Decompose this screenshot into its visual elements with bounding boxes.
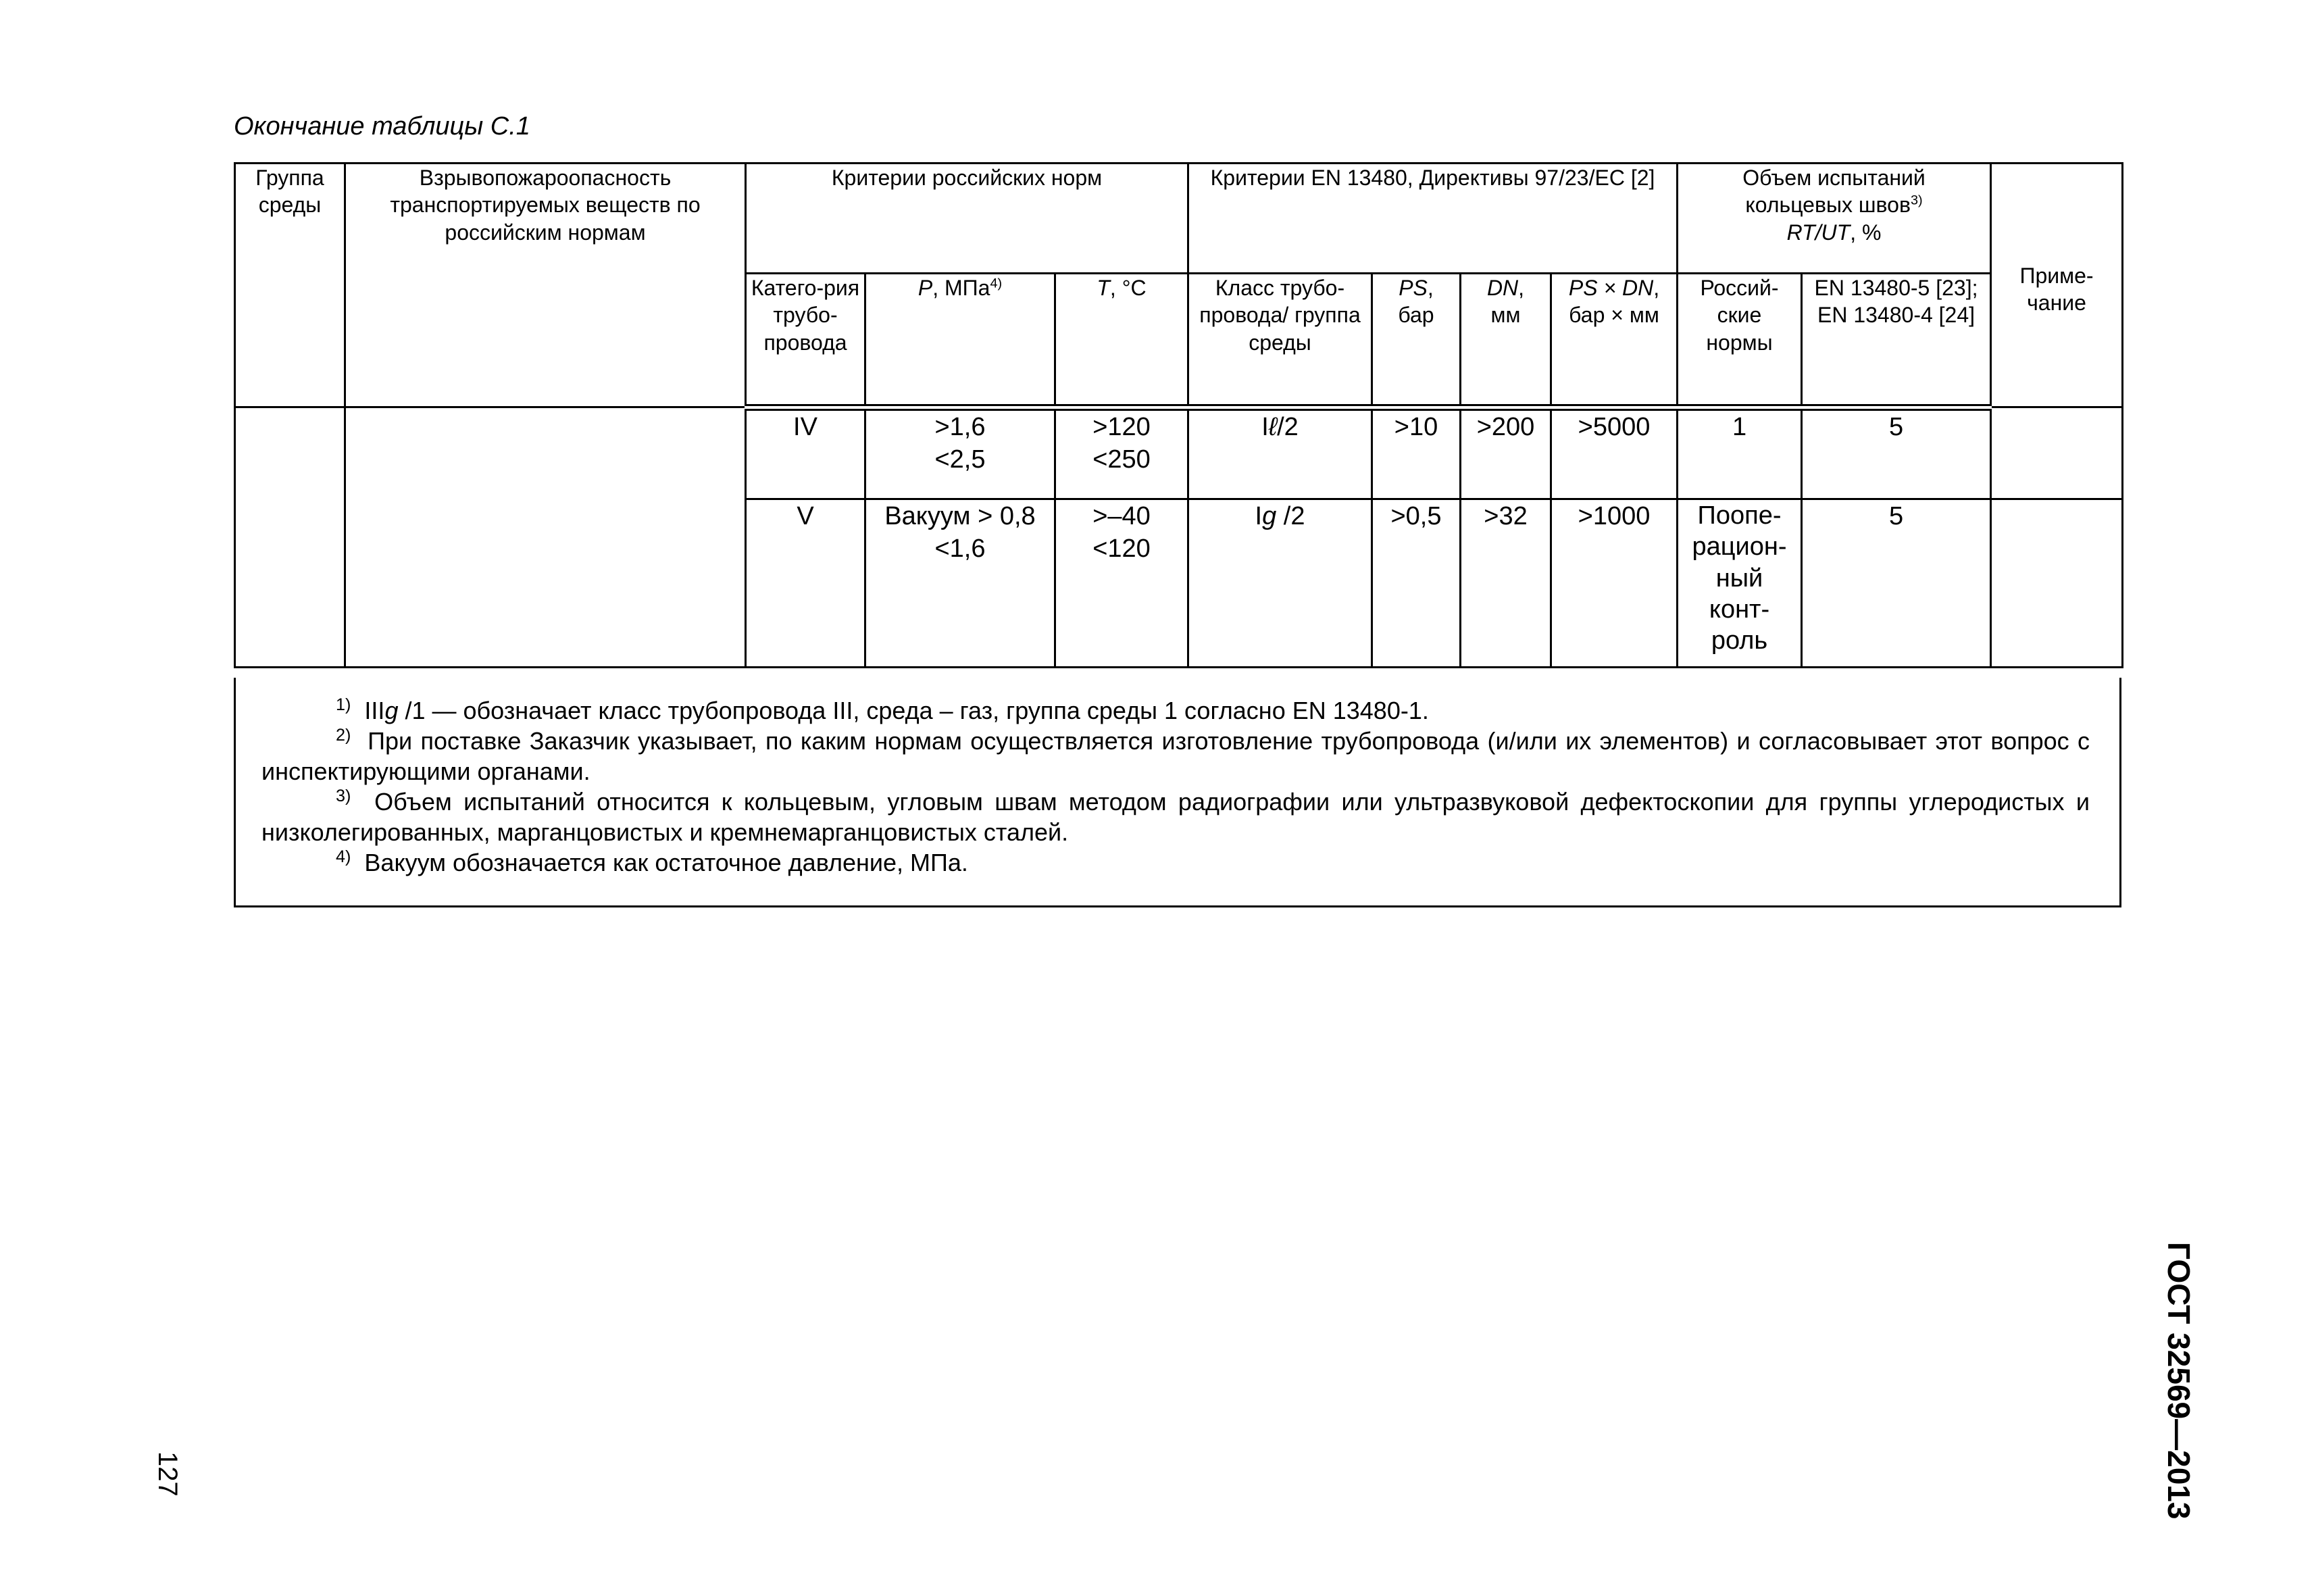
cell-ps: >10 — [1372, 407, 1461, 499]
cell-note — [1991, 499, 2123, 668]
cell-pipe-class: Ig /2 — [1188, 499, 1372, 668]
cell-dn: >200 — [1461, 407, 1551, 499]
cell-category: V — [746, 499, 865, 668]
cell-russian-norms: 1 — [1678, 407, 1802, 499]
header-dn: DN, мм — [1461, 274, 1551, 407]
header-ps: PS, бар — [1372, 274, 1461, 407]
cell-hazard — [345, 407, 746, 668]
cell-pressure: >1,6 <2,5 — [865, 407, 1055, 499]
cell-dn: >32 — [1461, 499, 1551, 668]
header-temperature: T, °С — [1055, 274, 1188, 407]
header-category: Катего-рия трубо-провода — [746, 274, 865, 407]
header-group: Группа среды — [235, 164, 345, 407]
cell-temperature: >120 <250 — [1055, 407, 1188, 499]
cell-en-norms: 5 — [1802, 499, 1991, 668]
header-ps-dn: PS × DN, бар × мм — [1551, 274, 1678, 407]
header-russian-criteria: Критерии российских норм — [746, 164, 1188, 274]
header-russian-norms: Россий-ские нормы — [1678, 274, 1802, 407]
table-caption: Окончание таблицы С.1 — [234, 112, 530, 141]
header-pressure: P, МПа$^{4)}$ — [865, 274, 1055, 407]
scope-line2: кольцевых швов — [1745, 193, 1911, 218]
header-note: Приме-чание — [1991, 164, 2123, 407]
cell-en-norms: 5 — [1802, 407, 1991, 499]
standard-designation: ГОСТ 32569—2013 — [2161, 1242, 2196, 1520]
footnote-4: $^{4)}$ Вакуум обозначается как остаточное давление, МПа. — [336, 847, 968, 876]
cell-ps: >0,5 — [1372, 499, 1461, 668]
table-row — [235, 407, 2123, 499]
cell-russian-norms: Поопе-рацион-ный конт-роль — [1678, 499, 1802, 668]
scope-line1: Объем испытаний — [1742, 166, 1926, 190]
scope-rt-ut: RT/UT — [1786, 220, 1851, 245]
header-hazard: Взрывопожароопасность транспортируемых веществ по российским нормам — [345, 164, 746, 407]
header-pipe-class: Класс трубо-провода/ группа среды — [1188, 274, 1372, 407]
cell-group — [235, 407, 345, 668]
scope-unit: , % — [1850, 220, 1882, 245]
criteria-table — [234, 162, 2123, 668]
cell-temperature: >–40 <120 — [1055, 499, 1188, 668]
cell-category: IV — [746, 407, 865, 499]
header-en-criteria: Критерии EN 13480, Директивы 97/23/ЕС [2] — [1188, 164, 1678, 274]
cell-pipe-class: Iℓ/2 — [1188, 407, 1372, 499]
cell-ps-dn: >5000 — [1551, 407, 1678, 499]
footnote-1: $^{1)}$ IIIg /1 — обозначает класс трубопровода III, среда – газ, группа среды 1 согласно EN 13480-1. — [336, 695, 1429, 724]
header-test-scope — [1678, 164, 1991, 274]
cell-ps-dn: >1000 — [1551, 499, 1678, 668]
page-number: 127 — [153, 1451, 182, 1497]
header-en-norms: EN 13480-5 [23]; EN 13480-4 [24] — [1802, 274, 1991, 407]
footnotes — [234, 678, 2121, 907]
footnote-2: $^{2)}$ При поставке Заказчик указывает, по каким нормам осуществляется изготовление трубопровода (и/или их элементов) и согласовывает этот вопрос с инспектирующими органами. — [261, 726, 2090, 785]
footnote-3: $^{3)}$ Объем испытаний относится к кольцевым, угловым швам методом радиографии или ультразвуковой дефектоскопии для группы углеродистых и низколегированных, марганцовистых и кремнемарганцовистых сталей. — [261, 787, 2090, 846]
scope-footnote-mark: 3) — [1910, 193, 1923, 208]
cell-pressure: Вакуум > 0,8 <1,6 — [865, 499, 1055, 668]
cell-note — [1991, 407, 2123, 499]
